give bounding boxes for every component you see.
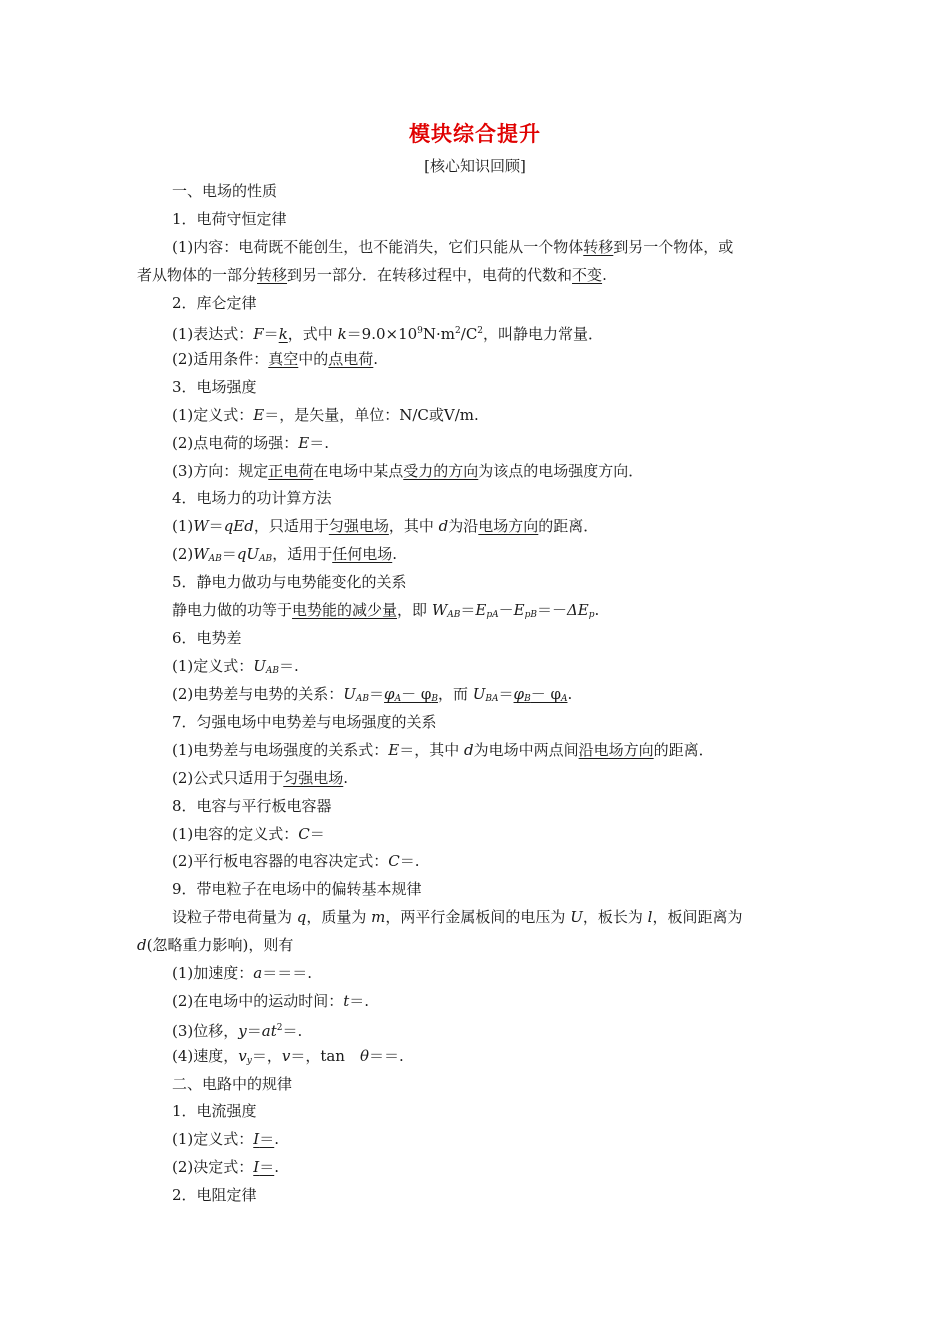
formula-line: (1)定义式：I＝. bbox=[172, 1130, 279, 1148]
paragraph-line: (2)适用条件：真空中的点电荷. bbox=[172, 350, 379, 368]
formula-line: 静电力做的功等于电势能的减少量，即 $W_{AB}=E_{pA}-E_{pB}=-\Delta E_p$. bbox=[172, 601, 600, 620]
page-title: 模块综合提升 bbox=[409, 122, 541, 146]
topic-resistance-law: 2．电阻定律 bbox=[172, 1186, 257, 1204]
paragraph-line: (2)公式只适用于匀强电场. bbox=[172, 769, 349, 787]
page-subtitle: [核心知识回顾] bbox=[424, 157, 526, 175]
formula-line: (1)W＝qEd，只适用于匀强电场，其中 d为沿电场方向的距离． bbox=[172, 517, 599, 535]
topic-potential-difference: 6．电势差 bbox=[172, 629, 242, 647]
topic-current: 1．电流强度 bbox=[172, 1102, 257, 1120]
formula-line: (1)电容的定义式：C＝ bbox=[172, 825, 325, 843]
paragraph-line: 设粒子带电荷量为 q，质量为 m，两平行金属板间的电压为 U，板长为 l，板间距离为 bbox=[172, 908, 743, 926]
paragraph-line: 者从物体的一部分转移到另一部分．在转移过程中，电荷的代数和不变. bbox=[137, 266, 607, 284]
formula-line: (2)点电荷的场强：E＝. bbox=[172, 434, 329, 452]
formula-line: $(2)W_{AB}=qU_{AB}$，适用于任何电场. bbox=[172, 545, 397, 564]
formula-line: (1)加速度：a＝＝＝. bbox=[172, 964, 312, 982]
paragraph-line: (1)内容：电荷既不能创生，也不能消失，它们只能从一个物体转移到另一个物体，或 bbox=[172, 238, 734, 256]
formula-line: (1)定义式：$U_{AB}=$. bbox=[172, 657, 299, 676]
formula-line: (1)电势差与电场强度的关系式：E＝，其中 d为电场中两点间沿电场方向的距离． bbox=[172, 741, 714, 759]
topic-coulomb-law: 2．库仑定律 bbox=[172, 294, 257, 312]
topic-field-work: 4．电场力的功计算方法 bbox=[172, 489, 332, 507]
paragraph-line: (3)方向：规定正电荷在电场中某点受力的方向为该点的电场强度方向． bbox=[172, 462, 644, 480]
topic-field-strength: 3．电场强度 bbox=[172, 378, 257, 396]
paragraph-line: d(忽略重力影响)，则有 bbox=[137, 936, 294, 954]
formula-line: (2)决定式：I＝. bbox=[172, 1158, 279, 1176]
topic-charge-conservation: 1．电荷守恒定律 bbox=[172, 210, 287, 228]
topic-uniform-field-relation: 7．匀强电场中电势差与电场强度的关系 bbox=[172, 713, 437, 731]
section-heading-circuit: 二、电路中的规律 bbox=[172, 1075, 293, 1093]
topic-deflection: 9．带电粒子在电场中的偏转基本规律 bbox=[172, 880, 422, 898]
topic-capacitor: 8．电容与平行板电容器 bbox=[172, 797, 332, 815]
formula-line: (1)表达式：F＝k，式中 $k=9.0\times 10^9N\cdot m^2/C^2$，叫静电力常量． bbox=[172, 325, 604, 343]
formula-line: (2)平行板电容器的电容决定式：C＝. bbox=[172, 852, 420, 870]
formula-line: (4)速度，$v_y=$，v＝，tan θ＝＝. bbox=[172, 1047, 404, 1066]
formula-line: (3)位移，$y=at^2=$. bbox=[172, 1022, 303, 1040]
section-heading-electric-field: 一、电场的性质 bbox=[172, 182, 278, 200]
formula-line: (1)定义式：E＝，是矢量，单位：N/C或V/m. bbox=[172, 406, 479, 424]
formula-line: (2)电势差与电势的关系：$U_{AB}=\varphi_A- \varphi_B$，而 $U_{BA}=\varphi_B- \varphi_A$. bbox=[172, 685, 573, 704]
formula-line: (2)在电场中的运动时间：t＝. bbox=[172, 992, 370, 1010]
topic-work-energy: 5．静电力做功与电势能变化的关系 bbox=[172, 573, 407, 591]
